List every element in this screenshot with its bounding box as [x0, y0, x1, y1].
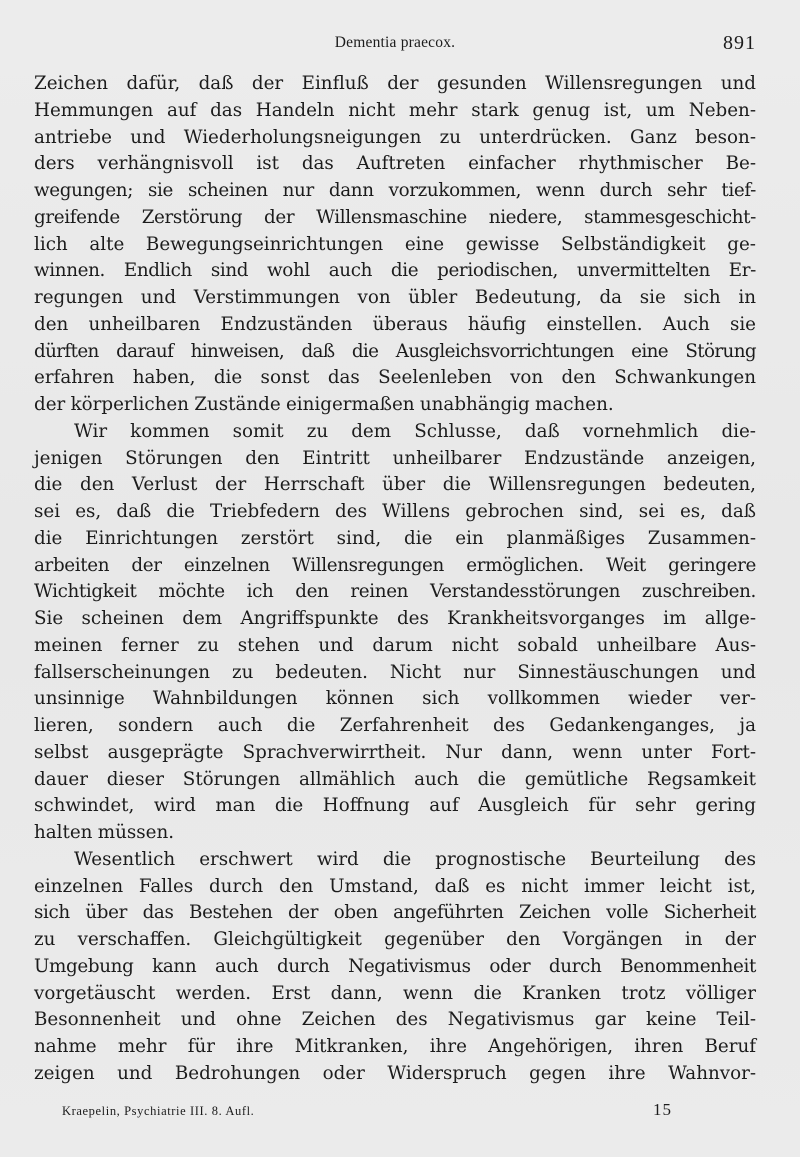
- text-line: schwindet, wird man die Hoffnung auf Ausgleich für sehr gering: [34, 795, 756, 817]
- text-line: Sie scheinen dem Angriffspunkte des Krankheitsvorganges im allge-: [34, 608, 756, 629]
- text-line: Besonnenheit und ohne Zeichen des Negativismus gar keine Teil-: [34, 1009, 756, 1031]
- text-line: die Einrichtungen zerstört sind, die ein planmäßiges Zusammen-: [34, 527, 756, 549]
- text-line: Wichtigkeit möchte ich den reinen Verstandesstörungen zuschreiben.: [34, 581, 756, 603]
- text-line: zu verschaffen. Gleichgültigkeit gegenüber den Vorgängen in der: [34, 929, 756, 950]
- text-line: ders verhängnisvoll ist das Auftreten einfacher rhythmischer Be-: [34, 153, 756, 175]
- text-line: zeigen und Bedrohungen oder Widerspruch gegen ihre Wahnvor-: [34, 1062, 756, 1084]
- text-line: den unheilbaren Endzuständen überaus häufig einstellen. Auch sie: [34, 313, 756, 335]
- text-line: arbeiten der einzelnen Willensregungen ermöglichen. Weit geringere: [34, 554, 756, 576]
- text-line: meinen ferner zu stehen und darum nicht sobald unheilbare Aus-: [34, 634, 756, 656]
- text-line: fallserscheinungen zu bedeuten. Nicht nur Sinnestäuschungen und: [34, 661, 756, 683]
- text-line: dauer dieser Störungen allmählich auch die gemütliche Regsamkeit: [34, 768, 756, 790]
- text-line: selbst ausgeprägte Sprachverwirrtheit. Nur dann, wenn unter Fort-: [34, 741, 756, 763]
- sheet-signature: 15: [653, 1100, 672, 1119]
- text-line: winnen. Endlich sind wohl auch die periodischen, unvermittelten Er-: [34, 260, 756, 282]
- footer-citation: Kraepelin, Psychiatrie III. 8. Aufl.: [62, 1104, 255, 1118]
- page-footer: [62, 1100, 672, 1124]
- text-line: unsinnige Wahnbildungen können sich vollkommen wieder ver-: [34, 688, 756, 710]
- text-line: jenigen Störungen den Eintritt unheilbarer Endzustände anzeigen,: [34, 447, 756, 469]
- text-line: sei es, daß die Triebfedern des Willens gebrochen sind, sei es, daß: [34, 501, 756, 522]
- text-line: Hemmungen auf das Handeln nicht mehr stark genug ist, um Neben-: [34, 99, 756, 121]
- text-line: lieren, sondern auch die Zerfahrenheit des Gedankenganges, ja: [34, 715, 756, 736]
- text-line: erfahren haben, die sonst das Seelenleben von den Schwankungen: [34, 367, 756, 389]
- text-line: halten müssen.: [34, 822, 175, 843]
- text-line: greifende Zerstörung der Willensmaschine niedere, stammesgeschicht-: [34, 206, 756, 228]
- page-number: 891: [723, 32, 756, 54]
- text-line: Wir kommen somit zu dem Schlusse, daß vornehmlich die-: [74, 420, 756, 442]
- running-title: Dementia praecox.: [334, 34, 456, 51]
- text-line: nahme mehr für ihre Mitkranken, ihre Angehörigen, ihren Beruf: [34, 1036, 756, 1057]
- text-line: der körperlichen Zustände einigermaßen unabhängig machen.: [34, 394, 614, 415]
- text-line: lich alte Bewegungseinrichtungen eine gewisse Selbständigkeit ge-: [34, 233, 756, 255]
- text-line: die den Verlust der Herrschaft über die Willensregungen bedeuten,: [34, 474, 756, 496]
- text-line: regungen und Verstimmungen von übler Bedeutung, da sie sich in: [34, 287, 756, 308]
- text-line: Wesentlich erschwert wird die prognostische Beurteilung des: [74, 848, 756, 870]
- text-line: Umgebung kann auch durch Negativismus oder durch Benommenheit: [34, 955, 756, 977]
- text-line: antriebe und Wiederholungsneigungen zu unterdrücken. Ganz beson-: [34, 126, 756, 148]
- text-line: wegungen; sie scheinen nur dann vorzukommen, wenn durch sehr tief-: [34, 180, 756, 201]
- text-line: dürften darauf hinweisen, daß die Ausgleichsvorrichtungen eine Störung: [34, 340, 756, 362]
- text-line: Zeichen dafür, daß der Einfluß der gesunden Willensregungen und: [34, 73, 756, 94]
- text-line: vorgetäuscht werden. Erst dann, wenn die Kranken trotz völliger: [34, 982, 756, 1004]
- body-text: [34, 71, 756, 1088]
- page-header: [34, 30, 756, 56]
- text-line: einzelnen Falles durch den Umstand, daß es nicht immer leicht ist,: [34, 875, 756, 897]
- text-line: sich über das Bestehen der oben angeführten Zeichen volle Sicherheit: [34, 902, 756, 924]
